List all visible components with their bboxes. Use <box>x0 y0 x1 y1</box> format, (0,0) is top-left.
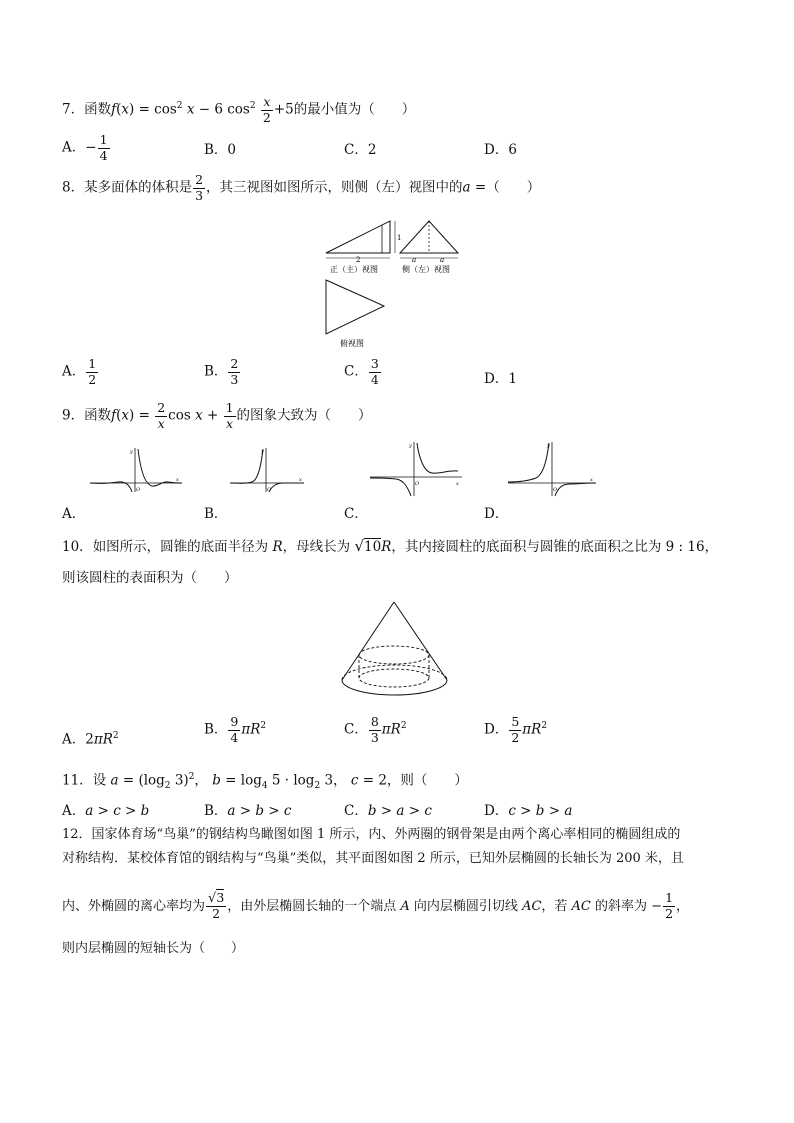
q9-func: f <box>111 407 117 424</box>
cone-right-generatrix <box>394 602 447 680</box>
q8-option-c-label: C． <box>344 363 368 380</box>
q11-eq-a: = (log <box>118 772 165 789</box>
q8-option-b-den: 3 <box>230 371 239 387</box>
q10-option-c-num: 8 <box>370 714 379 729</box>
q9-graph-a-x-label: x <box>176 477 179 483</box>
q11-base4: 4 <box>261 781 268 792</box>
q7-option-b-text: 0 <box>227 142 237 158</box>
q12-line3a: 内、外椭圆的离心率均为 <box>62 898 206 914</box>
q7-option-a-fraction <box>98 134 110 162</box>
q7-frac-num: x <box>261 96 273 111</box>
q8-prefix: 某多面体的体积是 <box>84 179 193 196</box>
q10-option-b-den: 4 <box>230 729 239 745</box>
top-view-label: 俯视图 <box>340 339 364 348</box>
q9-option-d[interactable] <box>484 505 508 523</box>
q9-graph-d <box>506 440 598 498</box>
q9-option-b[interactable] <box>204 505 227 523</box>
q12-k-num: 1 <box>665 890 674 906</box>
q10-sqrt-arg: 10 <box>364 539 382 555</box>
q12-A: A <box>400 898 410 914</box>
q10-option-b-exp: 2 <box>260 721 267 731</box>
q9-option-a-label: A． <box>62 506 86 522</box>
q12-k-den: 2 <box>665 905 674 921</box>
q10-option-d-exp: 2 <box>541 721 548 731</box>
q9-graph-a-origin: O <box>136 487 141 493</box>
q12-line3f: ， <box>676 898 690 914</box>
q10-R-2: R <box>381 539 392 555</box>
q9-arg: x <box>121 407 129 424</box>
q10-option-a-R: R <box>102 731 113 748</box>
q10-cone-figure <box>332 598 462 700</box>
q11-eq-b: = log <box>220 772 262 789</box>
q10-option-b-num: 9 <box>230 714 239 729</box>
q7-option-c[interactable] <box>344 141 376 159</box>
cylinder-top-ellipse <box>359 646 429 664</box>
q9-graph-c-origin: O <box>415 481 420 487</box>
q12-AC-2: AC <box>571 898 591 914</box>
q7-prefix: 函数 <box>84 101 112 118</box>
q11-b-rest: 5 · log <box>267 772 315 789</box>
q12-line1-text: 国家体育场“鸟巢”的钢结构鸟瞰图如图 1 所示，内、外两圈的钢骨架是由两个离心率相同的椭圆组成的 <box>91 827 681 842</box>
cone-base-front <box>342 680 447 695</box>
q9-graph-b-curve-left <box>230 449 263 483</box>
q9-option-a[interactable] <box>62 505 85 523</box>
q11-option-c-label: C． <box>344 803 368 819</box>
q11-option-c[interactable] <box>344 802 432 820</box>
q7-option-a-den: 4 <box>99 147 108 163</box>
q12-line3b: ，由外层椭圆长轴的一个端点 <box>227 898 401 914</box>
q7-func: f <box>111 101 117 118</box>
q10-option-b[interactable] <box>204 716 266 744</box>
q10-option-a[interactable] <box>62 727 119 749</box>
q7-number: 7． <box>62 101 85 118</box>
q8-stem <box>62 174 540 202</box>
q10-option-a-exp: 2 <box>112 731 119 741</box>
q12-e-num: √3 <box>208 890 225 906</box>
q12-number: 12． <box>62 827 92 842</box>
q9-number: 9． <box>62 407 85 424</box>
q8-option-b[interactable] <box>204 358 241 386</box>
side-dim-a-right: a <box>440 256 445 264</box>
q8-option-c[interactable] <box>344 358 382 386</box>
q10-option-c-label: C． <box>344 721 368 738</box>
q10-option-c-exp: 2 <box>400 721 407 731</box>
q8-option-a-den: 2 <box>88 371 97 387</box>
q10-option-d[interactable] <box>484 716 547 744</box>
q9-graph-d-origin: O <box>553 487 558 493</box>
q10-line1d: ， <box>704 539 719 555</box>
q10-line1c: ，其内接圆柱的底面积与圆锥的底面积之比为 <box>391 539 666 555</box>
q10-number: 10． <box>62 539 93 555</box>
q9-graph-d-y-label: y <box>547 443 550 449</box>
q9-graph-c <box>368 440 464 498</box>
q7-eq: = cos <box>138 101 177 118</box>
q10-option-a-pi: π <box>93 731 103 748</box>
q8-option-c-num: 3 <box>370 356 379 371</box>
front-view-triangle <box>326 221 390 253</box>
q11-option-b[interactable] <box>204 802 291 820</box>
q10-stem-line1 <box>62 537 718 556</box>
q10-ratio: 9 : 16 <box>665 539 705 555</box>
q8-option-d-text: 1 <box>508 371 517 387</box>
q12-line2 <box>62 850 684 868</box>
q12-line2-text: 对称结构．某校体育馆的钢结构与“鸟巢”类似，其平面图如图 2 所示，已知外层椭圆的长轴长为 200 米，且 <box>62 851 684 866</box>
q10-option-d-den: 2 <box>511 729 520 745</box>
q9-plus: + <box>202 407 223 424</box>
q8-option-d[interactable] <box>484 370 517 388</box>
q9-graph-c-curve-left <box>370 478 411 496</box>
q9-graph-c-curve-right <box>417 443 458 473</box>
q12-e-den: 2 <box>212 906 221 921</box>
q10-sqrt: √10 <box>354 537 382 555</box>
q9-cos: cos <box>168 407 191 424</box>
q7-arg: x <box>121 101 129 118</box>
q8-suffix: =（ ） <box>470 179 541 196</box>
q7-x1: x <box>186 101 195 118</box>
q11-suffix: ，则（ ） <box>386 772 468 789</box>
q9-graph-d-curve-left <box>508 443 549 482</box>
q11-comma1: ， <box>194 772 213 789</box>
q12-line3e: 的斜率为 − <box>590 898 663 914</box>
q8-option-b-fraction <box>228 358 240 386</box>
q11-a: a <box>110 772 119 789</box>
q8-option-d-label: D． <box>484 371 509 387</box>
q12-slope-fraction <box>663 892 675 920</box>
q11-base2: 2 <box>164 781 171 792</box>
q7-suffix: 的最小值为（ ） <box>293 101 416 118</box>
q10-option-c-den: 3 <box>370 729 379 745</box>
q7-stem: 7．函数$f(x) = \cos^2 x - 6$ $\cos^2$ $\frac{x}{2}$ +5的最小值为（ ） <box>62 94 416 125</box>
q11-option-d-text: c > b > a <box>508 803 573 819</box>
q10-option-d-num: 5 <box>511 714 520 729</box>
q8-number: 8． <box>62 179 85 196</box>
q9-graph-b-x-label: x <box>299 477 302 483</box>
q10-option-c-pi: π <box>381 721 391 738</box>
q9-option-c[interactable] <box>344 505 368 523</box>
q9-option-d-label: D． <box>484 506 509 522</box>
q9-prefix: 函数 <box>84 407 112 424</box>
q8-mid: ，其三视图如图所示，则侧（左）视图中的 <box>206 179 463 196</box>
q11-three: 3) <box>170 772 189 789</box>
q11-option-a-text: a > c > b <box>85 803 150 819</box>
q7-option-d-label: D． <box>484 142 509 158</box>
q10-option-c[interactable] <box>344 716 407 744</box>
q12-line1 <box>62 826 680 844</box>
q11-eq-c: = 2 <box>358 772 387 789</box>
q7-option-b-label: B． <box>204 142 228 158</box>
q8-var: a <box>462 179 471 196</box>
q7-option-a-sign: − <box>85 139 97 156</box>
q8-option-c-fraction <box>369 358 381 386</box>
q7-option-c-text: 2 <box>367 142 377 158</box>
q10-option-b-fraction <box>228 716 240 744</box>
q11-option-c-text: b > a > c <box>367 803 432 819</box>
q12-line4-text: 则内层椭圆的短轴长为（ ） <box>62 941 245 956</box>
q7-option-d-text: 6 <box>508 142 517 158</box>
q9-graph-b-curve-right <box>269 483 304 492</box>
q8-option-b-label: B． <box>204 363 228 380</box>
q9-graph-b <box>228 446 306 494</box>
cylinder-bottom-ellipse <box>359 669 429 687</box>
q10-option-a-label: A． <box>62 731 86 748</box>
q12-line4 <box>62 940 244 958</box>
q9-frac1-den: x <box>157 415 165 431</box>
front-dim-2: 2 <box>356 256 361 264</box>
q8-option-a-label: A． <box>62 363 86 380</box>
q12-AC: AC <box>522 898 542 914</box>
q9-frac2-num: 1 <box>225 400 234 415</box>
q7-option-a[interactable] <box>62 134 111 162</box>
q9-frac1-num: 2 <box>157 400 166 415</box>
cone-base-back <box>342 665 447 680</box>
q9-eq: = <box>134 407 155 424</box>
q7-option-c-label: C． <box>344 142 368 158</box>
q7-option-b[interactable] <box>204 141 236 159</box>
q8-frac-den: 3 <box>195 187 204 203</box>
q12-e-num-value: 3 <box>216 890 225 905</box>
q11-option-b-text: a > b > c <box>227 803 292 819</box>
q9-graph-d-x-label: x <box>590 477 593 483</box>
q11-option-d-label: D． <box>484 803 509 819</box>
q8-option-a-num: 1 <box>88 356 97 371</box>
q11-option-d[interactable] <box>484 802 572 820</box>
cone-left-generatrix <box>342 602 394 680</box>
q11-comma2: ， <box>333 772 351 789</box>
front-dim-1: 1 <box>397 234 402 242</box>
q11-option-a[interactable] <box>62 802 149 820</box>
q11-option-a-label: A． <box>62 803 86 819</box>
q11-option-b-label: B． <box>204 803 228 819</box>
top-view-triangle <box>326 280 384 334</box>
q9-suffix: 的图象大致为（ ） <box>236 407 372 424</box>
q8-option-b-num: 2 <box>230 356 239 371</box>
q8-three-view-figure <box>320 218 470 353</box>
q7-frac-den: 2 <box>262 109 271 125</box>
q9-stem: 9．函数f(x) = $\frac{2}{x}$ cos x + $\frac{1}{x}$ 的图象大致为（ ） <box>62 400 372 431</box>
q7-option-d[interactable] <box>484 141 517 159</box>
q10-option-b-R: R <box>250 721 261 738</box>
q10-line1b: ，母线长为 <box>282 539 355 555</box>
q10-line2: 则该圆柱的表面积为（ ） <box>62 570 238 586</box>
front-view-label: 正（主）视图 <box>330 265 378 274</box>
q10-line1a: 如图所示，圆锥的底面半径为 <box>92 539 273 555</box>
q9-frac2 <box>224 402 236 430</box>
q9-graph-b-y-label: y <box>261 449 264 455</box>
q10-option-a-coef: 2 <box>85 731 94 748</box>
q9-graph-b-origin: O <box>267 487 272 493</box>
q12-line3c: 向内层椭圆引切线 <box>409 898 523 914</box>
q11-stem <box>62 768 468 795</box>
q10-R: R <box>272 539 283 555</box>
q8-option-a[interactable] <box>62 358 99 386</box>
side-view-label: 侧（左）视图 <box>402 265 450 274</box>
q9-graph-c-x-label: x <box>456 481 459 487</box>
q9-graph-a-y-label: y <box>130 449 133 455</box>
q7-option-a-label: A． <box>62 139 86 156</box>
q8-option-c-den: 4 <box>370 371 379 387</box>
q11-b: b <box>212 772 221 789</box>
q11-b-end: 3 <box>320 772 334 789</box>
q7-plus5: +5 <box>273 101 294 118</box>
q11-c: c <box>350 772 359 789</box>
q8-frac-num: 2 <box>195 172 204 187</box>
q10-option-d-label: D． <box>484 721 509 738</box>
q10-option-c-R: R <box>390 721 401 738</box>
q10-stem-line2 <box>62 569 238 587</box>
q11-base2b: 2 <box>314 781 321 792</box>
q9-graph-a <box>88 446 184 494</box>
q10-option-c-fraction <box>369 716 381 744</box>
q11-sq: 2 <box>188 772 195 782</box>
q9-option-b-label: B． <box>204 506 228 522</box>
q12-eccentricity-fraction <box>206 892 226 921</box>
q9-option-c-label: C． <box>344 506 368 522</box>
q12-line3d: ，若 <box>541 898 572 914</box>
side-dim-a-left: a <box>412 256 417 264</box>
q10-option-d-R: R <box>531 721 542 738</box>
q10-option-d-fraction <box>509 716 521 744</box>
q9-x: x <box>195 407 203 424</box>
q8-fraction <box>193 174 205 202</box>
q7-fraction <box>261 96 273 124</box>
q11-number: 11． <box>62 772 93 789</box>
q9-graph-c-y-label: y <box>409 443 412 449</box>
q7-option-a-num: 1 <box>99 132 108 147</box>
q7-minus6: − 6 cos <box>194 101 250 118</box>
q8-option-a-fraction <box>86 358 98 386</box>
q12-line3 <box>62 892 689 921</box>
q10-option-b-label: B． <box>204 721 228 738</box>
q9-graph-d-curve-right <box>555 483 596 496</box>
q9-frac1 <box>155 402 167 430</box>
q10-option-b-pi: π <box>241 721 251 738</box>
q11-prefix: 设 <box>92 772 111 789</box>
q9-frac2-den: x <box>226 415 234 431</box>
q10-option-d-pi: π <box>522 721 532 738</box>
